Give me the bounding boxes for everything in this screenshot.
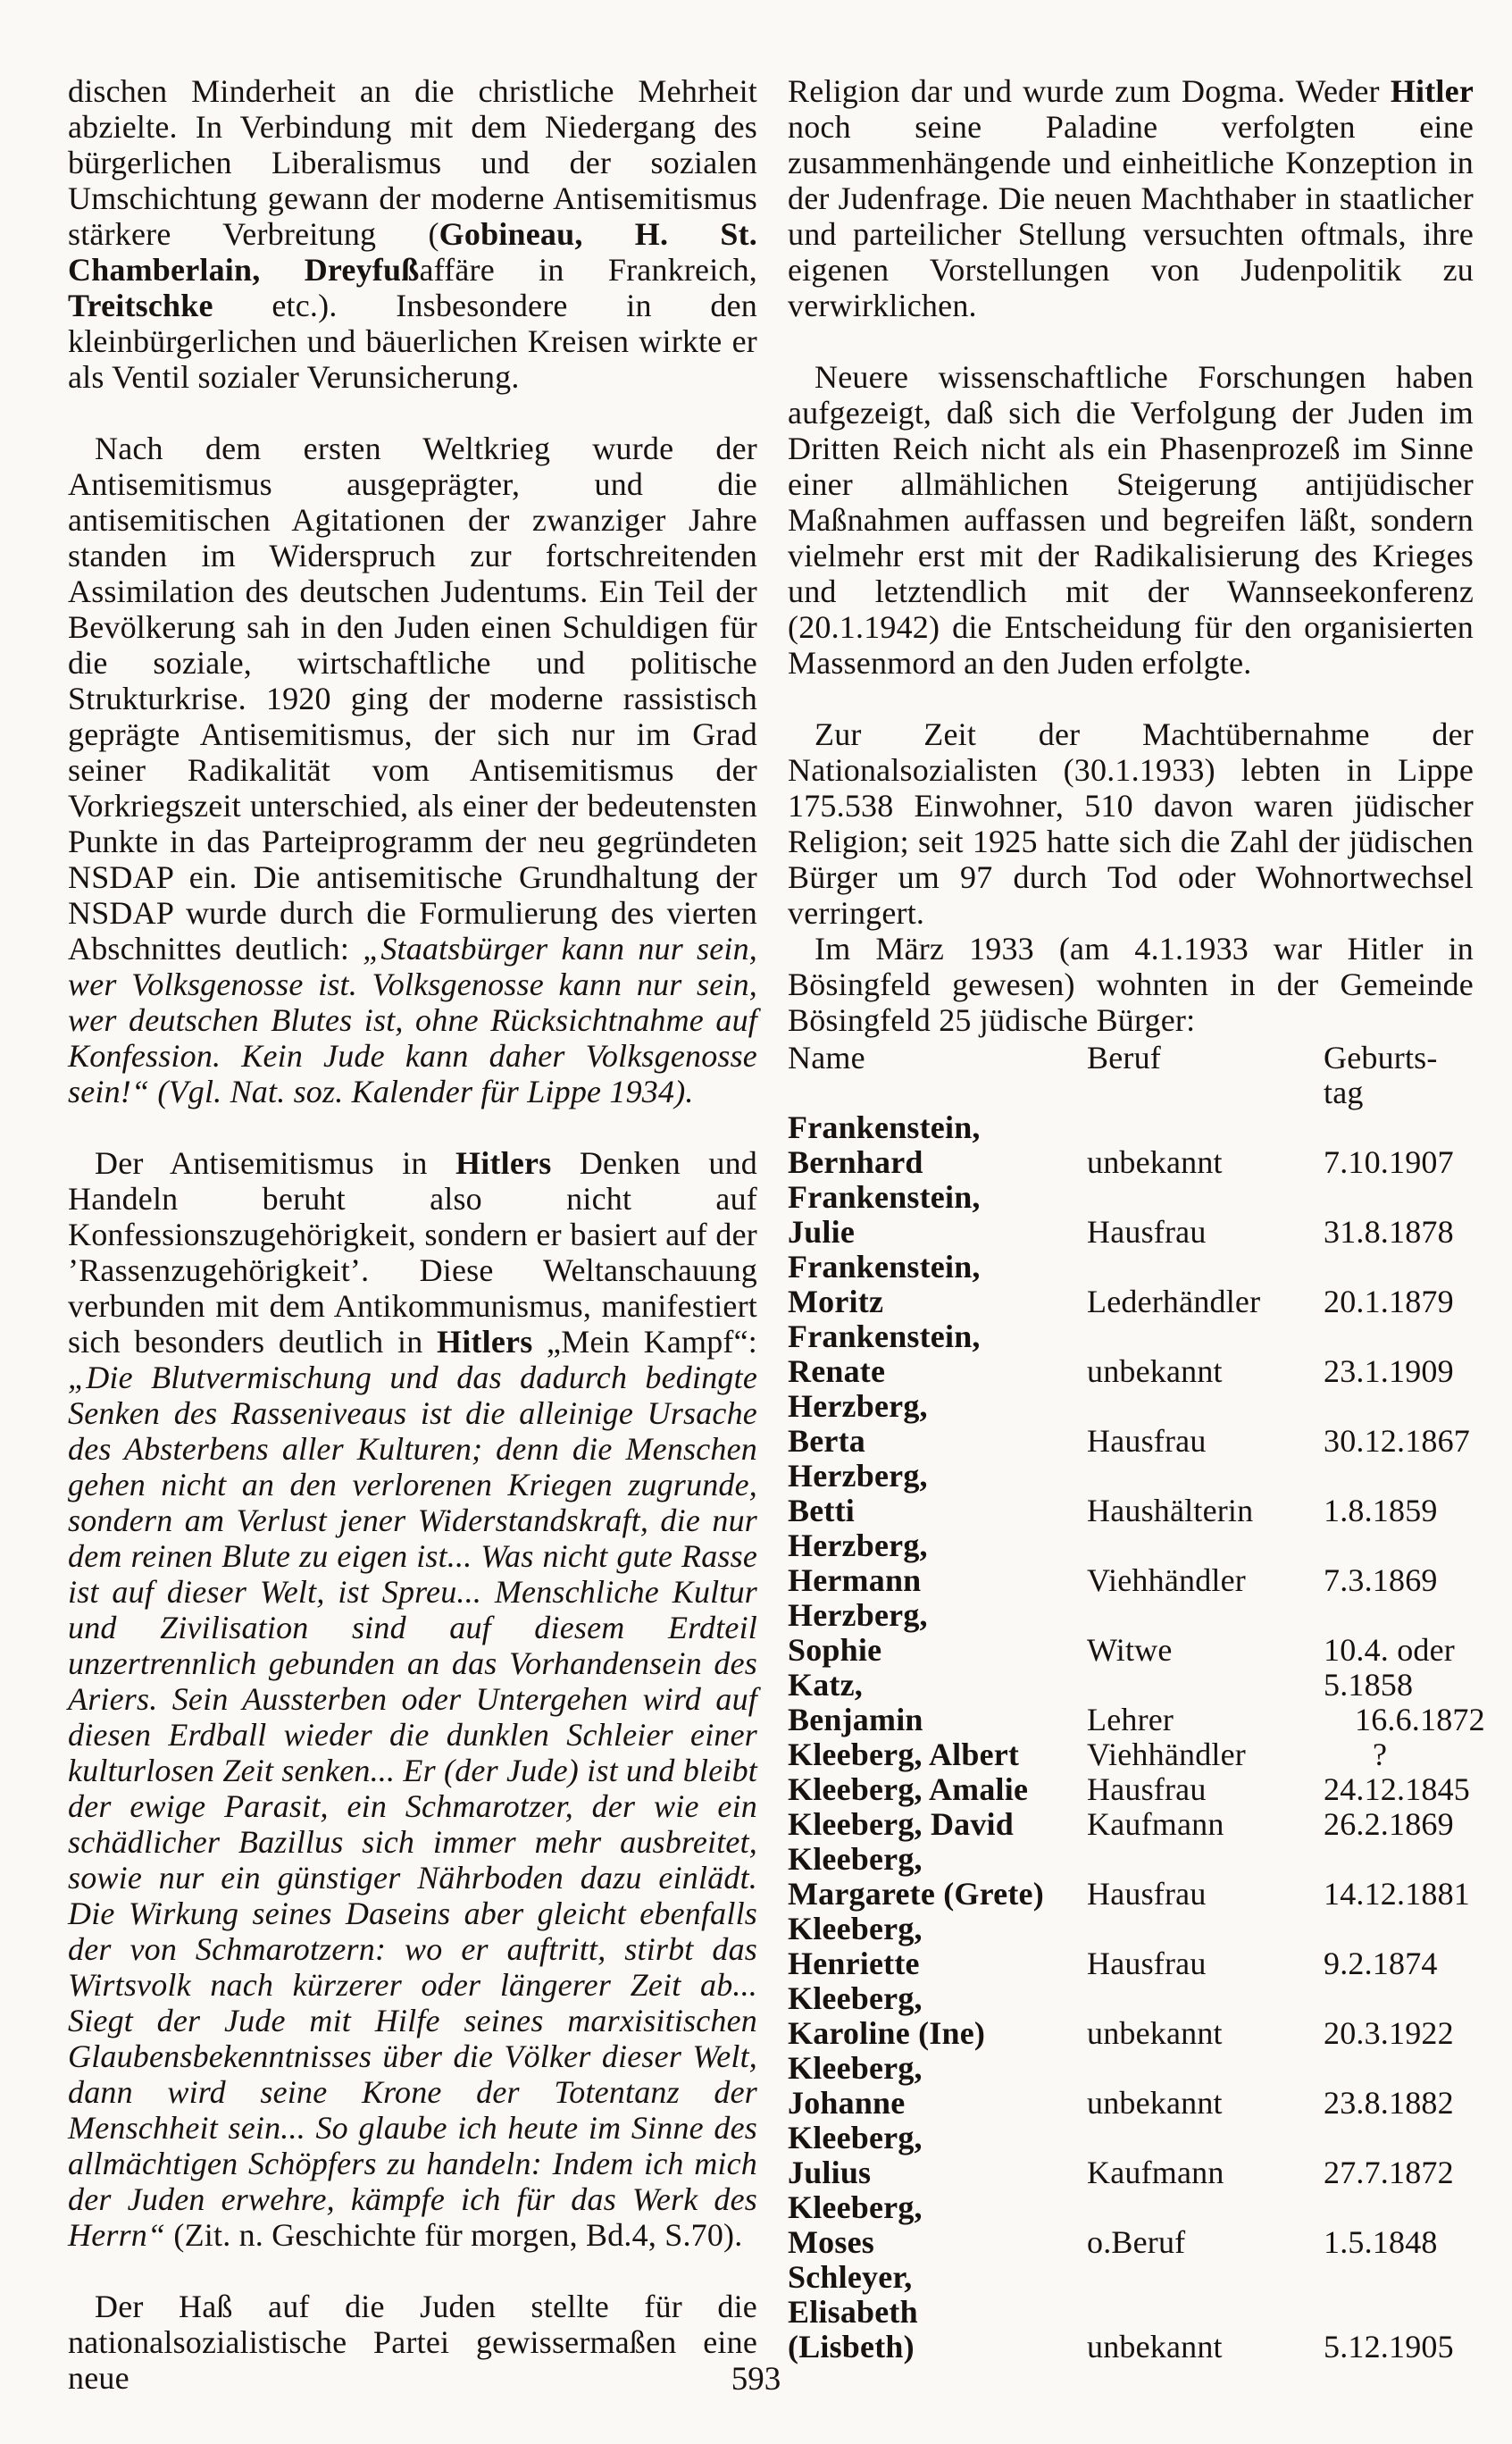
paragraph <box>788 716 1474 931</box>
table-row <box>788 1353 1474 1388</box>
name-cell: Kleeberg, <box>788 1911 923 1946</box>
date-cell: 5.12.1905 <box>1324 2329 1454 2364</box>
table-row <box>788 1737 1474 1771</box>
date-cell: 7.3.1869 <box>1324 1562 1438 1598</box>
beruf-cell: Viehhändler <box>1087 1562 1246 1598</box>
date-cell: 20.1.1879 <box>1324 1284 1454 1319</box>
date-cell: 24.12.1845 <box>1324 1771 1470 1807</box>
table-row <box>788 1144 1474 1179</box>
name-cell: Hermann <box>788 1562 922 1598</box>
text-segment: „Staatsbürger kann nur sein, wer Volksgenosse ist. Volksgenosse kann nur sein, wer deutschen Blutes ist, ohne Rücksichtnahme auf Konfession. Kein Jude kann daher Volksgenosse sein!“ (Vgl. Nat. soz. Kalender für Lippe 1934). <box>68 931 757 1109</box>
date-cell: 30.12.1867 <box>1324 1423 1470 1459</box>
text-segment: „Mein Kampf“: <box>532 1324 757 1360</box>
beruf-cell: unbekannt <box>1087 2085 1223 2121</box>
name-cell: Julie <box>788 1214 856 1250</box>
name-cell: Herzberg, <box>788 1597 928 1633</box>
table-row <box>788 2189 1474 2224</box>
table-row <box>788 1458 1474 1493</box>
text-segment: Hitler <box>1390 73 1474 109</box>
table-row <box>788 1911 1474 1946</box>
text-segment: Der Haß auf die Juden stellte für die nationalsozialistische Partei gewissermaßen eine neue <box>68 2289 757 2396</box>
table-row <box>788 2294 1474 2329</box>
name-cell: Frankenstein, <box>788 1249 981 1285</box>
citizens-table <box>788 1040 1485 2364</box>
text-segment: Neuere wissenschaftliche Forschungen haben aufgezeigt, daß sich die Verfolgung der Juden im Dritten Reich nicht als ein Phasenprozeß im Sinne einer allmählichen Steigerung antijüdischer Maßnahmen auffassen und begreifen läßt, sondern vielmehr erst mit der Radikalisierung des Krieges und letztendlich mit der Wannseekonferenz (20.1.1942) die Entscheidung für den organisierten Massenmord an den Juden erfolgte. <box>788 359 1474 681</box>
text-segment: Im März 1933 (am 4.1.1933 war Hitler in Bösingfeld gewesen) wohnten in der Gemeinde Bösingfeld 25 jüdische Bürger: <box>788 931 1474 1038</box>
table-row <box>788 2120 1474 2155</box>
name-cell: Margarete (Grete) <box>788 1876 1044 1912</box>
name-cell: Karoline (Ine) <box>788 2015 986 2051</box>
table-row <box>788 1528 1474 1562</box>
text-segment: Treitschke <box>68 288 213 323</box>
name-cell: Kleeberg, David <box>788 1806 1014 1842</box>
table-row <box>788 1423 1474 1458</box>
column-header-name: Name <box>788 1040 865 1076</box>
name-cell: Betti <box>788 1493 855 1528</box>
text-segment: Zur Zeit der Machtübernahme der Nationalsozialisten (30.1.1933) lebten in Lippe 175.538 Einwohner, 510 davon waren jüdischer Religion; seit 1925 hatte sich die Zahl der jüdischen Bürger um 97 durch Tod oder Wohnortwechsel verringert. <box>788 716 1474 931</box>
column-header-geburtstag: Geburts- <box>1324 1040 1438 1076</box>
name-cell: Kleeberg, <box>788 1980 923 2016</box>
name-cell: Kleeberg, Albert <box>788 1737 1020 1772</box>
name-cell: Moses <box>788 2224 874 2260</box>
table-row <box>788 1841 1474 1876</box>
paragraph <box>788 931 1474 1038</box>
beruf-cell: Kaufmann <box>1087 1806 1224 1842</box>
text-segment: Hitlers <box>455 1145 552 1181</box>
table-row <box>788 1702 1485 1737</box>
table-row <box>788 1284 1474 1318</box>
table-row <box>788 2050 1474 2085</box>
table-row <box>788 2224 1474 2259</box>
name-cell: Kleeberg, <box>788 1841 923 1877</box>
name-cell: Herzberg, <box>788 1388 928 1424</box>
date-cell: 9.2.1874 <box>1324 1946 1438 1981</box>
name-cell: Benjamin <box>788 1702 923 1737</box>
name-cell: Elisabeth <box>788 2294 918 2330</box>
page-number: 593 <box>731 2361 781 2398</box>
paragraph <box>68 1145 757 2253</box>
name-cell: Frankenstein, <box>788 1179 981 1215</box>
date-cell: 27.7.1872 <box>1324 2155 1454 2190</box>
name-cell: Herzberg, <box>788 1458 928 1494</box>
beruf-cell: Lederhändler <box>1087 1284 1261 1319</box>
date-cell: 14.12.1881 <box>1324 1876 1470 1912</box>
table-row <box>788 1667 1474 1702</box>
beruf-cell: Hausfrau <box>1087 1214 1207 1250</box>
date-cell: 1.8.1859 <box>1324 1493 1438 1528</box>
text-segment: Der Antisemitismus in <box>95 1145 456 1181</box>
table-row <box>788 2085 1474 2120</box>
beruf-cell: unbekannt <box>1087 2015 1223 2051</box>
beruf-cell: Viehhändler <box>1087 1737 1246 1772</box>
name-cell: Henriette <box>788 1946 920 1981</box>
table-row <box>788 2329 1474 2364</box>
name-cell: Moritz <box>788 1284 884 1319</box>
name-cell: Kleeberg, Amalie <box>788 1771 1029 1807</box>
beruf-cell: Hausfrau <box>1087 1876 1207 1912</box>
text-segment: Hitlers <box>437 1324 533 1360</box>
table-row <box>788 1249 1474 1284</box>
table-row <box>788 1946 1474 1980</box>
right-column <box>788 73 1485 2364</box>
table-row <box>788 1179 1474 1214</box>
name-cell: Renate <box>788 1353 886 1389</box>
left-column <box>68 73 757 2396</box>
name-cell: Julius <box>788 2155 872 2190</box>
name-cell: Bernhard <box>788 1144 923 1180</box>
table-row <box>788 1214 1474 1249</box>
beruf-cell: Hausfrau <box>1087 1771 1207 1807</box>
text-segment: (Zit. n. Geschichte für morgen, Bd.4, S.70). <box>165 2217 743 2253</box>
name-cell: Kleeberg, <box>788 2189 923 2225</box>
table-row <box>788 1562 1474 1597</box>
table-row <box>788 2155 1474 2189</box>
name-cell: (Lisbeth) <box>788 2329 915 2364</box>
column-header-beruf: Beruf <box>1087 1040 1161 1076</box>
name-cell: Kleeberg, <box>788 2050 923 2086</box>
column-header-geburtstag-line2: tag <box>1324 1075 1364 1110</box>
table-row <box>788 2259 1474 2294</box>
table-row <box>788 1388 1474 1423</box>
name-cell: Katz, <box>788 1667 863 1703</box>
date-cell: 16.6.1872 <box>1355 1702 1485 1737</box>
table-row <box>788 1597 1474 1632</box>
table-body <box>788 1109 1485 2364</box>
date-cell: 5.1858 <box>1324 1667 1414 1703</box>
name-cell: Frankenstein, <box>788 1109 981 1145</box>
beruf-cell: Hausfrau <box>1087 1946 1207 1981</box>
table-row <box>788 2015 1474 2050</box>
beruf-cell: unbekannt <box>1087 1353 1223 1389</box>
table-row <box>788 1980 1474 2015</box>
paragraph <box>68 431 757 1109</box>
name-cell: Johanne <box>788 2085 906 2121</box>
beruf-cell: unbekannt <box>1087 1144 1223 1180</box>
text-segment: etc.). Insbesondere in den kleinbürgerlichen und bäuerlichen Kreisen wirkte er als Ventil sozialer Verunsicherung. <box>68 288 757 395</box>
paragraph <box>788 359 1474 681</box>
table-row <box>788 1318 1474 1353</box>
text-segment: Religion dar und wurde zum Dogma. Weder <box>788 73 1391 109</box>
name-cell: Schleyer, <box>788 2259 913 2295</box>
date-cell: 23.8.1882 <box>1324 2085 1454 2121</box>
date-cell: 10.4. oder <box>1324 1632 1455 1668</box>
name-cell: Sophie <box>788 1632 882 1668</box>
table-row <box>788 1771 1474 1806</box>
name-cell: Berta <box>788 1423 865 1459</box>
beruf-cell: Hausfrau <box>1087 1423 1207 1459</box>
date-cell: ? <box>1373 1737 1388 1772</box>
date-cell: 26.2.1869 <box>1324 1806 1454 1842</box>
text-segment: Denken und Handeln beruht also nicht auf Konfessionszugehörigkeit, sondern er basiert auf der ’Rassenzugehörigkeit’. Diese Weltanschauung verbunden mit dem Antikommunismus, manifestiert sich besonders deutlich in <box>68 1145 758 1360</box>
date-cell: 7.10.1907 <box>1324 1144 1454 1180</box>
name-cell: Kleeberg, <box>788 2120 923 2155</box>
table-row <box>788 1632 1474 1667</box>
table-header-row <box>788 1075 1474 1109</box>
beruf-cell: Kaufmann <box>1087 2155 1224 2190</box>
text-segment: affäre in Frankreich, <box>419 252 757 288</box>
name-cell: Frankenstein, <box>788 1318 981 1354</box>
text-segment: dischen Minderheit an die christliche Mehrheit abzielte. In Verbindung mit dem Niedergang des bürgerlichen Liberalismus und der sozialen Umschichtung gewann der moderne Antisemitismus stärkere Verbreitung ( <box>68 73 757 252</box>
date-cell: 20.3.1922 <box>1324 2015 1454 2051</box>
text-segment: „Die Blutvermischung und das dadurch bedingte Senken des Rasseniveaus ist die alleinige Ursache des Absterbens aller Kulturen; denn die Menschen gehen nicht an den verlorenen Kriegen zugrunde, sondern am Verlust jener Widerstandskraft, die nur dem reinen Blute zu eigen ist... Was nicht gute Rasse ist auf dieser Welt, ist Spreu... Menschliche Kultur und Zivilisation sind auf diesem Erdteil unzertrennlich gebunden an das Vorhandensein des Ariers. Sein Aussterben oder Untergehen wird auf diesen Erdball wieder die dunklen Schleier einer kulturlosen Zeit senken... Er (der Jude) ist und bleibt der ewige Parasit, ein Schmarotzer, der wie ein schädlicher Bazillus sich immer mehr ausbreitet, sowie nur ein günstiger Nährboden dazu einlädt. Die Wirkung seines Daseins aber gleicht ebenfalls der von Schmarotzern: wo er auftritt, stirbt das Wirtsvolk nach kürzerer oder längerer Zeit ab... Siegt der Jude mit Hilfe seines marxisitischen Glaubensbekenntnisses über die Völker dieser Welt, dann wird seine Krone der Totentanz der Menschheit sein... So glaube ich heute im Sinne des allmächtigen Schöpfers zu handeln: Indem ich mich der Juden erwehre, kämpfe ich für das Werk des Herrn“ <box>68 1360 757 2253</box>
beruf-cell: Lehrer <box>1087 1702 1174 1737</box>
date-cell: 1.5.1848 <box>1324 2224 1438 2260</box>
beruf-cell: unbekannt <box>1087 2329 1223 2364</box>
beruf-cell: Witwe <box>1087 1632 1173 1668</box>
text-segment: Nach dem ersten Weltkrieg wurde der Antisemitismus ausgeprägter, und die antisemitischen Agitationen der zwanziger Jahre standen im Widerspruch zur fortschreitenden Assimilation des deutschen Judentums. Ein Teil der Bevölkerung sah in den Juden einen Schuldigen für die soziale, wirtschaftliche und politische Strukturkrise. 1920 ging der moderne rassistisch geprägte Antisemitismus, der sich nur im Grad seiner Radikalität vom Antisemitismus der Vorkriegszeit unterschied, als einer der bedeutensten Punkte in das Parteiprogramm der neu gegründeten NSDAP ein. Die antisemitische Grundhaltung der NSDAP wurde durch die Formulierung des vierten Abschnittes deutlich: <box>68 431 757 967</box>
date-cell: 23.1.1909 <box>1324 1353 1454 1389</box>
table-row <box>788 1493 1474 1528</box>
table-row <box>788 1109 1474 1144</box>
beruf-cell: o.Beruf <box>1087 2224 1186 2260</box>
beruf-cell: Haushälterin <box>1087 1493 1254 1528</box>
text-segment: Gobineau, H. St. Chamberlain, Dreyfuß <box>68 216 757 288</box>
text-segment: noch seine Paladine verfolgten eine zusammenhängende und einheitliche Konzeption in der Judenfrage. Die neuen Machthaber in staatlicher und parteilicher Stellung versuchten oftmals, ihre eigenen Vorstellungen von Judenpolitik zu verwirklichen. <box>788 109 1474 323</box>
table-header-row <box>788 1040 1474 1075</box>
date-cell: 31.8.1878 <box>1324 1214 1454 1250</box>
right-column-paragraphs <box>788 73 1474 1038</box>
table-row <box>788 1876 1474 1911</box>
table-row <box>788 1806 1474 1841</box>
paragraph <box>68 73 757 395</box>
name-cell: Herzberg, <box>788 1528 928 1563</box>
paragraph <box>788 73 1474 323</box>
